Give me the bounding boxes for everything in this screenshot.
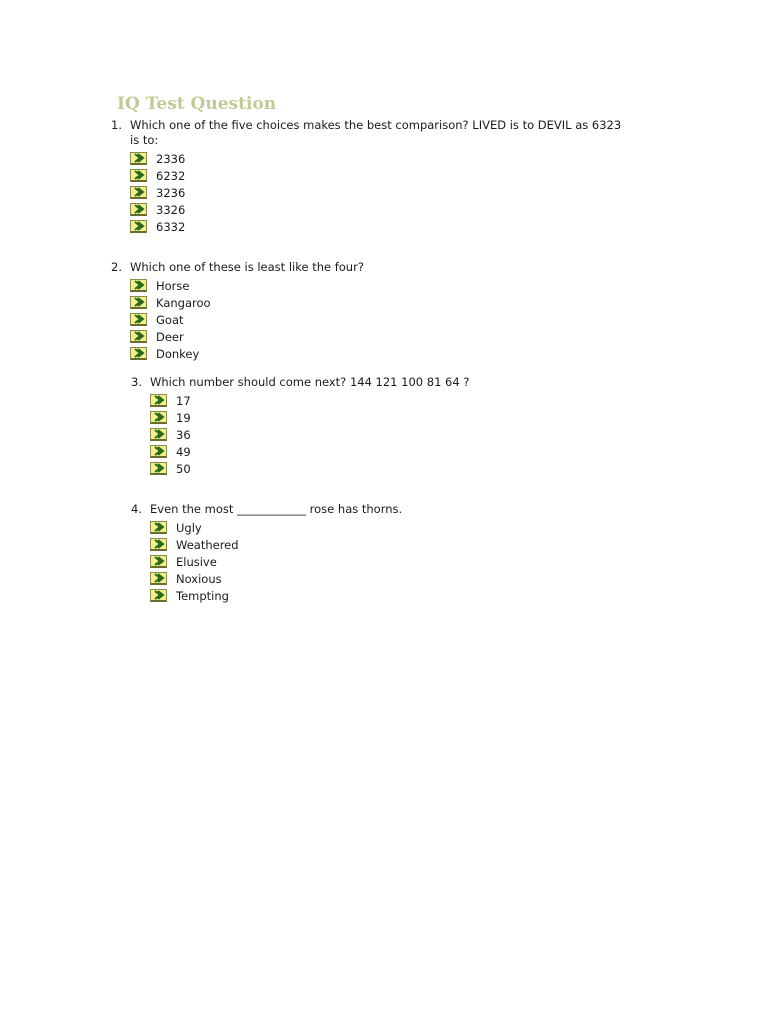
answer-option[interactable]: [150, 443, 631, 460]
question-number: 2.: [111, 260, 122, 274]
question-text: Which number should come next? 144 121 100 81 64 ?: [150, 375, 470, 389]
answer-option-label: Noxious: [176, 571, 222, 586]
answer-option-label: 3326: [156, 202, 186, 217]
question-2: [111, 260, 631, 362]
answer-option-label: Weathered: [176, 537, 239, 552]
answer-option[interactable]: [130, 328, 631, 345]
question-text: Which one of the five choices makes the best comparison? LIVED is to DEVIL as 6323 is to:: [130, 118, 622, 147]
answer-option-label: 17: [176, 393, 191, 408]
answer-option-icon[interactable]: [150, 572, 167, 585]
answer-option-icon[interactable]: [130, 169, 147, 182]
question-4: [131, 502, 631, 604]
answer-option[interactable]: [150, 460, 631, 477]
answer-option-icon[interactable]: [150, 394, 167, 407]
answer-option[interactable]: [130, 201, 631, 218]
answer-option[interactable]: [130, 311, 631, 328]
answer-options: [150, 519, 631, 604]
answer-option[interactable]: [150, 570, 631, 587]
answer-option[interactable]: [150, 519, 631, 536]
answer-option-icon[interactable]: [150, 589, 167, 602]
answer-option[interactable]: [130, 345, 631, 362]
answer-option-label: Elusive: [176, 554, 217, 569]
answer-option-label: Horse: [156, 278, 190, 293]
answer-option-label: Goat: [156, 312, 184, 327]
answer-option-label: Deer: [156, 329, 184, 344]
answer-option-label: 49: [176, 444, 191, 459]
answer-option-icon[interactable]: [130, 279, 147, 292]
answer-options: [130, 150, 631, 235]
answer-option-icon[interactable]: [130, 313, 147, 326]
answer-option[interactable]: [150, 426, 631, 443]
answer-option-icon[interactable]: [130, 347, 147, 360]
answer-option-icon[interactable]: [130, 330, 147, 343]
answer-option-label: 6332: [156, 219, 186, 234]
answer-option-label: 50: [176, 461, 191, 476]
answer-option[interactable]: [130, 277, 631, 294]
answer-option[interactable]: [130, 294, 631, 311]
answer-option-icon[interactable]: [150, 428, 167, 441]
answer-option-label: 19: [176, 410, 191, 425]
question-text: Which one of these is least like the four?: [130, 260, 364, 274]
question-text: Even the most ____________ rose has thorns.: [150, 502, 403, 516]
question-number: 4.: [131, 502, 142, 516]
answer-option-icon[interactable]: [150, 538, 167, 551]
answer-option-icon[interactable]: [150, 521, 167, 534]
answer-option-icon[interactable]: [130, 220, 147, 233]
answer-option[interactable]: [130, 150, 631, 167]
answer-option-label: 6232: [156, 168, 186, 183]
page-title: IQ Test Question: [117, 94, 277, 114]
answer-option-label: Ugly: [176, 520, 202, 535]
question-1: [111, 118, 631, 235]
question-number: 3.: [131, 375, 142, 389]
answer-option-label: Tempting: [176, 588, 229, 603]
answer-option[interactable]: [150, 553, 631, 570]
answer-option[interactable]: [130, 218, 631, 235]
answer-options: [130, 277, 631, 362]
answer-option-label: 3236: [156, 185, 186, 200]
answer-option[interactable]: [150, 587, 631, 604]
answer-option-icon[interactable]: [150, 411, 167, 424]
answer-option[interactable]: [150, 536, 631, 553]
answer-option-icon[interactable]: [150, 555, 167, 568]
answer-option[interactable]: [150, 409, 631, 426]
answer-option[interactable]: [130, 167, 631, 184]
question-3: [131, 375, 631, 477]
answer-option-icon[interactable]: [150, 445, 167, 458]
question-number: 1.: [111, 118, 122, 132]
answer-option[interactable]: [150, 392, 631, 409]
answer-options: [150, 392, 631, 477]
answer-option-icon[interactable]: [130, 296, 147, 309]
answer-option-icon[interactable]: [130, 203, 147, 216]
answer-option-label: 2336: [156, 151, 186, 166]
answer-option-icon[interactable]: [130, 152, 147, 165]
answer-option[interactable]: [130, 184, 631, 201]
answer-option-icon[interactable]: [150, 462, 167, 475]
answer-option-icon[interactable]: [130, 186, 147, 199]
answer-option-label: Kangaroo: [156, 295, 211, 310]
answer-option-label: 36: [176, 427, 191, 442]
answer-option-label: Donkey: [156, 346, 200, 361]
